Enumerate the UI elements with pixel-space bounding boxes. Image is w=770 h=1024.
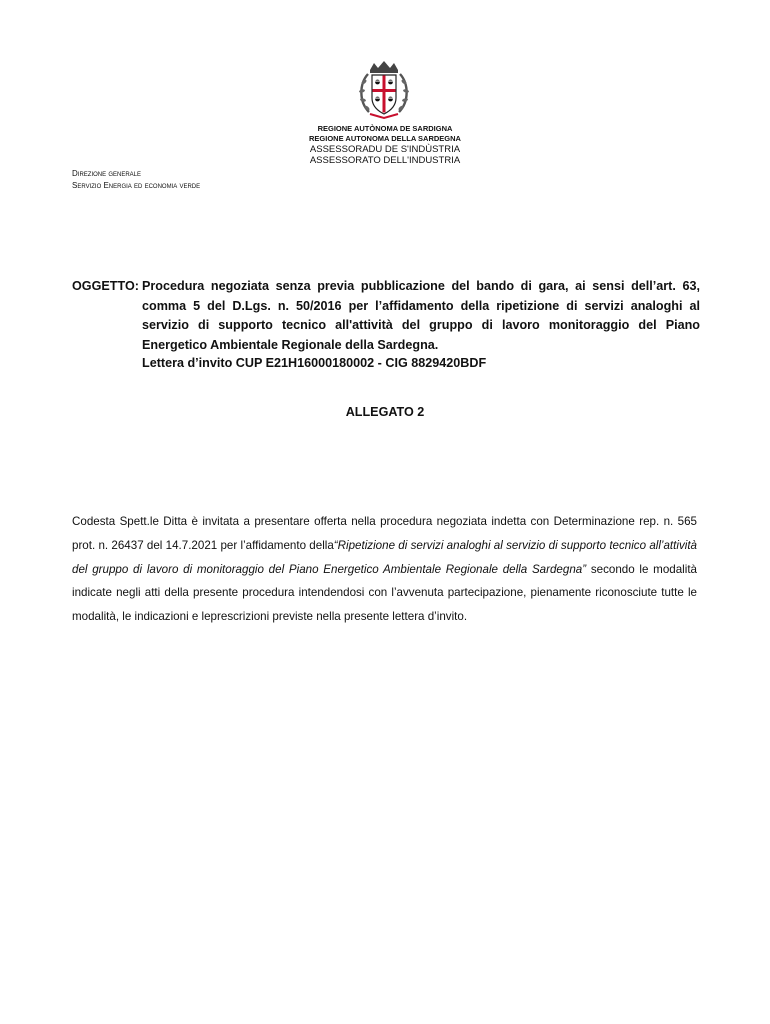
subject-label: OGGETTO: (72, 279, 139, 293)
office-service: Servizio Energia ed economia verde (72, 181, 201, 190)
subject-text: Procedura negoziata senza previa pubblicazione del bando di gara, ai sensi dell’art. 63, comma 5 del D.Lgs. n. 50/2016 per l’affidamento della ripetizione di servizi analoghi al servizio di supporto tecnico all'attività del gruppo di lavoro monitoraggio del Piano Energetico Ambientale Regionale della Sardegna. (142, 279, 700, 352)
sardinia-coat-of-arms-icon (356, 60, 412, 120)
department-name-italian: ASSESSORATO DELL'INDUSTRIA (309, 155, 461, 166)
institution-name-italian: REGIONE AUTONOMA DELLA SARDEGNA (309, 134, 461, 143)
body-paragraph (72, 510, 697, 629)
department-name-sardinian: ASSESSORADU DE S'INDÙSTRIA (309, 144, 461, 155)
body-text-part3: secondo le modalità indicate negli atti della presente procedura intendendosi con l’avvenuta partecipazione, pienamente riconosciute tutte le modalità, le indicazioni e leprescrizioni previste nella presente lettera d’invito. (72, 562, 697, 624)
body-text-part1: Codesta Spett.le Ditta è invitata a presentare offerta nella procedura negoziata indetta con Determinazione rep. n. 565 prot. n. 26437 del 14.7.2021 per l’affidamento della (72, 515, 697, 552)
attachment-title: ALLEGATO 2 (345, 405, 425, 419)
institution-name-sardinian: REGIONE AUTÒNOMA DE SARDIGNA (317, 124, 453, 133)
office-direction: Direzione generale (72, 169, 142, 178)
cup-cig-line: Lettera d’invito CUP E21H16000180002 - CIG 8829420BDF (142, 356, 487, 370)
body-text-italic: “Ripetizione di servizi analoghi al servizio di supporto tecnico all’attività del gruppo di lavoro di monitoraggio del Piano Energetico Ambientale Regionale della Sardegna” (72, 538, 697, 576)
